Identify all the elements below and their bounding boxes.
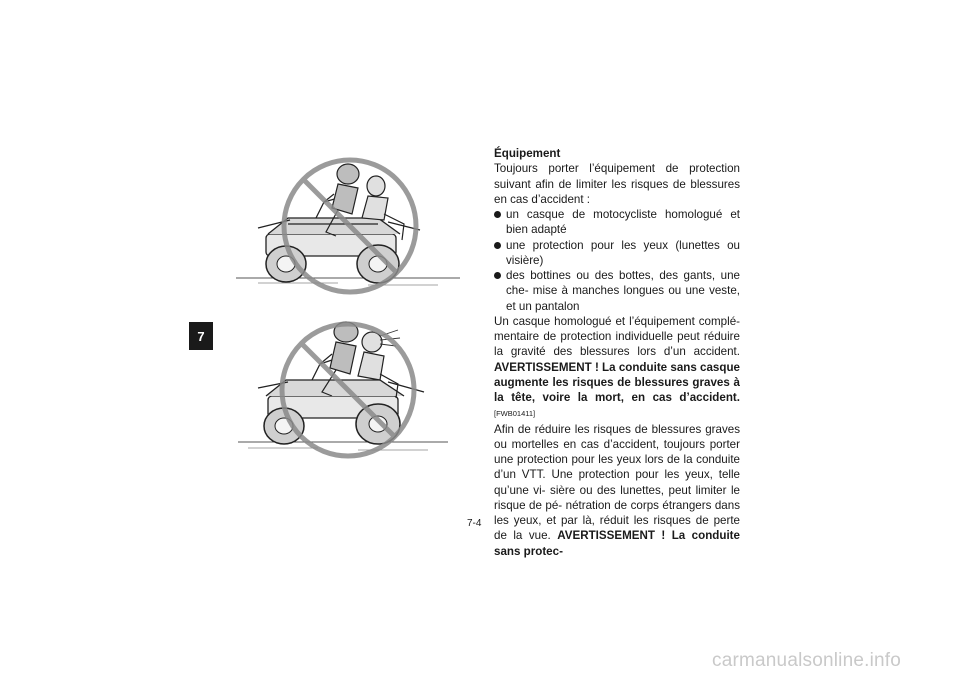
no-eye-protection-atv-illustration xyxy=(228,312,468,470)
eye-protection-paragraph xyxy=(494,422,740,559)
equipment-list xyxy=(494,207,740,314)
list-item-text: une protection pour les yeux (lunettes ou visière) xyxy=(506,238,740,267)
bullet-icon xyxy=(494,242,501,249)
helmet-warning: AVERTISSEMENT ! La conduite sans casque augmente les risques de blessures graves à la tête, voire la mort, en cas d’accident. xyxy=(494,360,740,404)
list-item xyxy=(494,268,740,314)
intro-paragraph: Toujours porter l’équipement de protection suivant afin de limiter les risques de blessures en cas d’accident : xyxy=(494,162,740,206)
watermark: carmanualsonline.info xyxy=(712,650,902,671)
eye-protection-text: Afin de réduire les risques de blessures graves ou mortelles en cas d’accident, toujours porter une protection pour les yeux lors de la conduite d’un VTT. Une protection pour les yeux, telle qu’une vi- sière ou des lunettes, peut limiter le risque de pé- nétration de corps étrangers dans les yeux, et par là, réduit les risques de perte de la vue. xyxy=(494,422,740,543)
illustration-no-eye-protection xyxy=(228,312,468,470)
no-helmet-atv-illustration xyxy=(228,148,468,306)
chapter-tab: 7 xyxy=(189,322,213,350)
list-item xyxy=(494,207,740,238)
section-heading: Équipement xyxy=(494,147,561,160)
bullet-icon xyxy=(494,211,501,218)
bullet-icon xyxy=(494,272,501,279)
helmet-text: Un casque homologué et l’équipement complé- mentaire de protection individuelle peut réduire la gravité des blessures lors d’un accident. xyxy=(494,314,740,359)
list-item-text: des bottines ou des bottes, des gants, une che- mise à manches longues ou une veste, et un pantalon xyxy=(506,269,740,313)
illustration-no-helmet xyxy=(228,148,468,306)
helmet-paragraph xyxy=(494,314,740,422)
warning-code: [FWB01411] xyxy=(494,409,536,419)
page-number: 7-4 xyxy=(467,518,482,529)
list-item-text: un casque de motocycliste homologué et bien adapté xyxy=(506,208,740,237)
equipment-section xyxy=(494,146,740,559)
list-item xyxy=(494,238,740,269)
eye-protection-warning: AVERTISSEMENT ! La conduite sans protec- xyxy=(494,529,740,558)
